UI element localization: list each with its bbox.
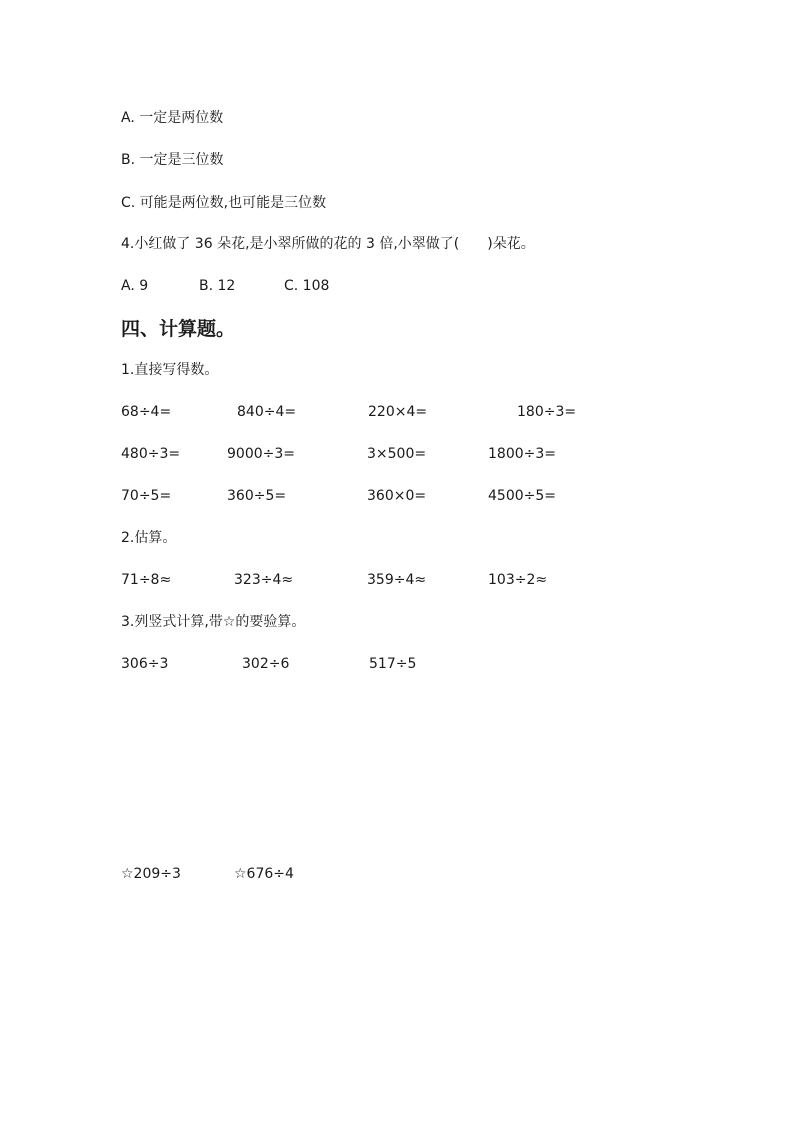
calc-item: 68÷4=	[121, 404, 172, 420]
q4-option-a: A. 9	[121, 278, 149, 294]
calc-item: 840÷4=	[237, 404, 297, 420]
vertical-calc-item: 306÷3	[121, 656, 169, 672]
calc-item: 360×0=	[367, 488, 427, 504]
calc-item: 4500÷5=	[488, 488, 556, 504]
vertical-calc-item: 302÷6	[242, 656, 290, 672]
vertical-calc-check-item: ☆676÷4	[234, 866, 294, 882]
calc-item: 3×500=	[367, 446, 427, 462]
part2-title: 2.估算。	[121, 530, 177, 546]
part3-title: 3.列竖式计算,带☆的要验算。	[121, 614, 306, 630]
section-title: 四、计算题。	[121, 318, 236, 340]
calc-item: 180÷3=	[517, 404, 577, 420]
calc-item: 70÷5=	[121, 488, 172, 504]
estimate-item: 323÷4≈	[234, 572, 294, 588]
calc-item: 480÷3=	[121, 446, 181, 462]
q4-option-c: C. 108	[284, 278, 330, 294]
q4-option-b: B. 12	[199, 278, 236, 294]
vertical-calc-item: 517÷5	[369, 656, 417, 672]
calc-item: 220×4=	[368, 404, 428, 420]
q3-option-c: C. 可能是两位数,也可能是三位数	[121, 195, 327, 211]
estimate-item: 103÷2≈	[488, 572, 548, 588]
part1-title: 1.直接写得数。	[121, 362, 219, 378]
calc-item: 360÷5=	[227, 488, 287, 504]
calc-item: 1800÷3=	[488, 446, 556, 462]
vertical-calc-check-item: ☆209÷3	[121, 866, 181, 882]
q3-option-a: A. 一定是两位数	[121, 110, 224, 126]
estimate-item: 359÷4≈	[367, 572, 427, 588]
calc-item: 9000÷3=	[227, 446, 295, 462]
q3-option-b: B. 一定是三位数	[121, 152, 224, 168]
q4-question: 4.小红做了 36 朵花,是小翠所做的花的 3 倍,小翠做了( )朵花。	[121, 236, 535, 252]
estimate-item: 71÷8≈	[121, 572, 172, 588]
